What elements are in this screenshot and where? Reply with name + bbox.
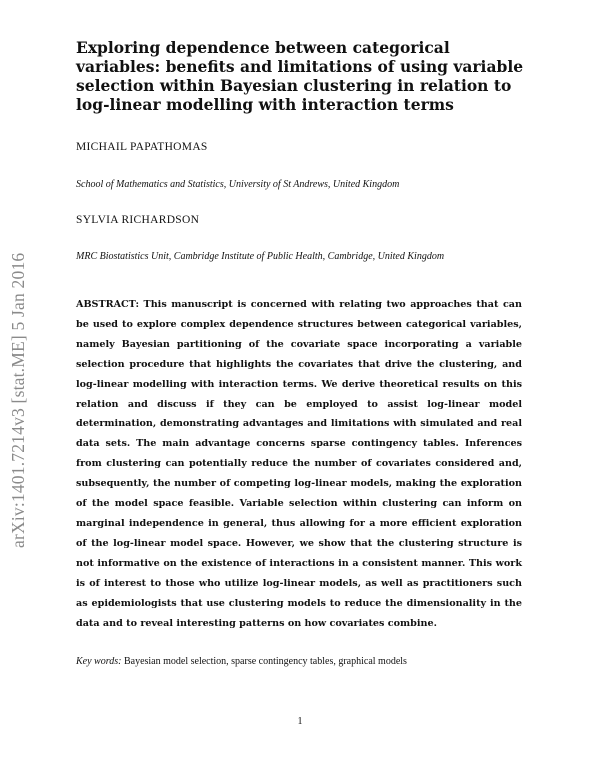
- keywords-list: Bayesian model selection, sparse contingency tables, graphical models: [123, 656, 407, 667]
- abstract-text: ABSTRACT: This manuscript is concerned with relating two approaches that can be used to explore complex dependence structures between categorical variables, namely Bayesian partitioning of the covariate space incorporating a variable selection procedure that highlights the covariates that drive the clustering, and log-linear modelling with interaction terms. We derive theoretical results on this relation and discuss if they can be employed to assist log-linear model determination, demonstrating advantages and limitations with simulated and real data sets. The main advantage concerns sparse contingency tables. Inferences from clustering can potentially reduce the number of covariates considered and, subsequently, the number of competing log-linear models, making the exploration of the model space feasible. Variable selection within clustering can inform on marginal independence in general, thus allowing for a more efficient exploration of the log-linear model space. However, we show that the clustering structure is not informative on the existence of interactions in a consistent manner. This work is of interest to those who utilize log-linear models, as well as practitioners such as epidemiologists that use clustering models to reduce the dimensionality in the data and to reveal interesting patterns on how covariates combine.: [76, 299, 522, 629]
- author-affiliation: MRC Biostatistics Unit, Cambridge Institute of Public Health, Cambridge, United Kingdom: [76, 251, 445, 262]
- paper-title: Exploring dependence between categorical variables: benefits and limitations of using variable selection within Bayesian clustering in relation to log-linear modelling with interaction terms: [76, 38, 524, 114]
- keywords-line: [76, 656, 407, 667]
- arxiv-identifier: arXiv:1401.7214v3 [stat.ME] 5 Jan 2016: [8, 252, 28, 548]
- page-number: 1: [297, 716, 303, 727]
- author-affiliation: School of Mathematics and Statistics, University of St Andrews, United Kingdom: [76, 179, 400, 190]
- author-name: SYLVIA RICHARDSON: [76, 214, 200, 226]
- keywords-label: Key words:: [76, 656, 122, 667]
- author-name: MICHAIL PAPATHOMAS: [76, 141, 208, 153]
